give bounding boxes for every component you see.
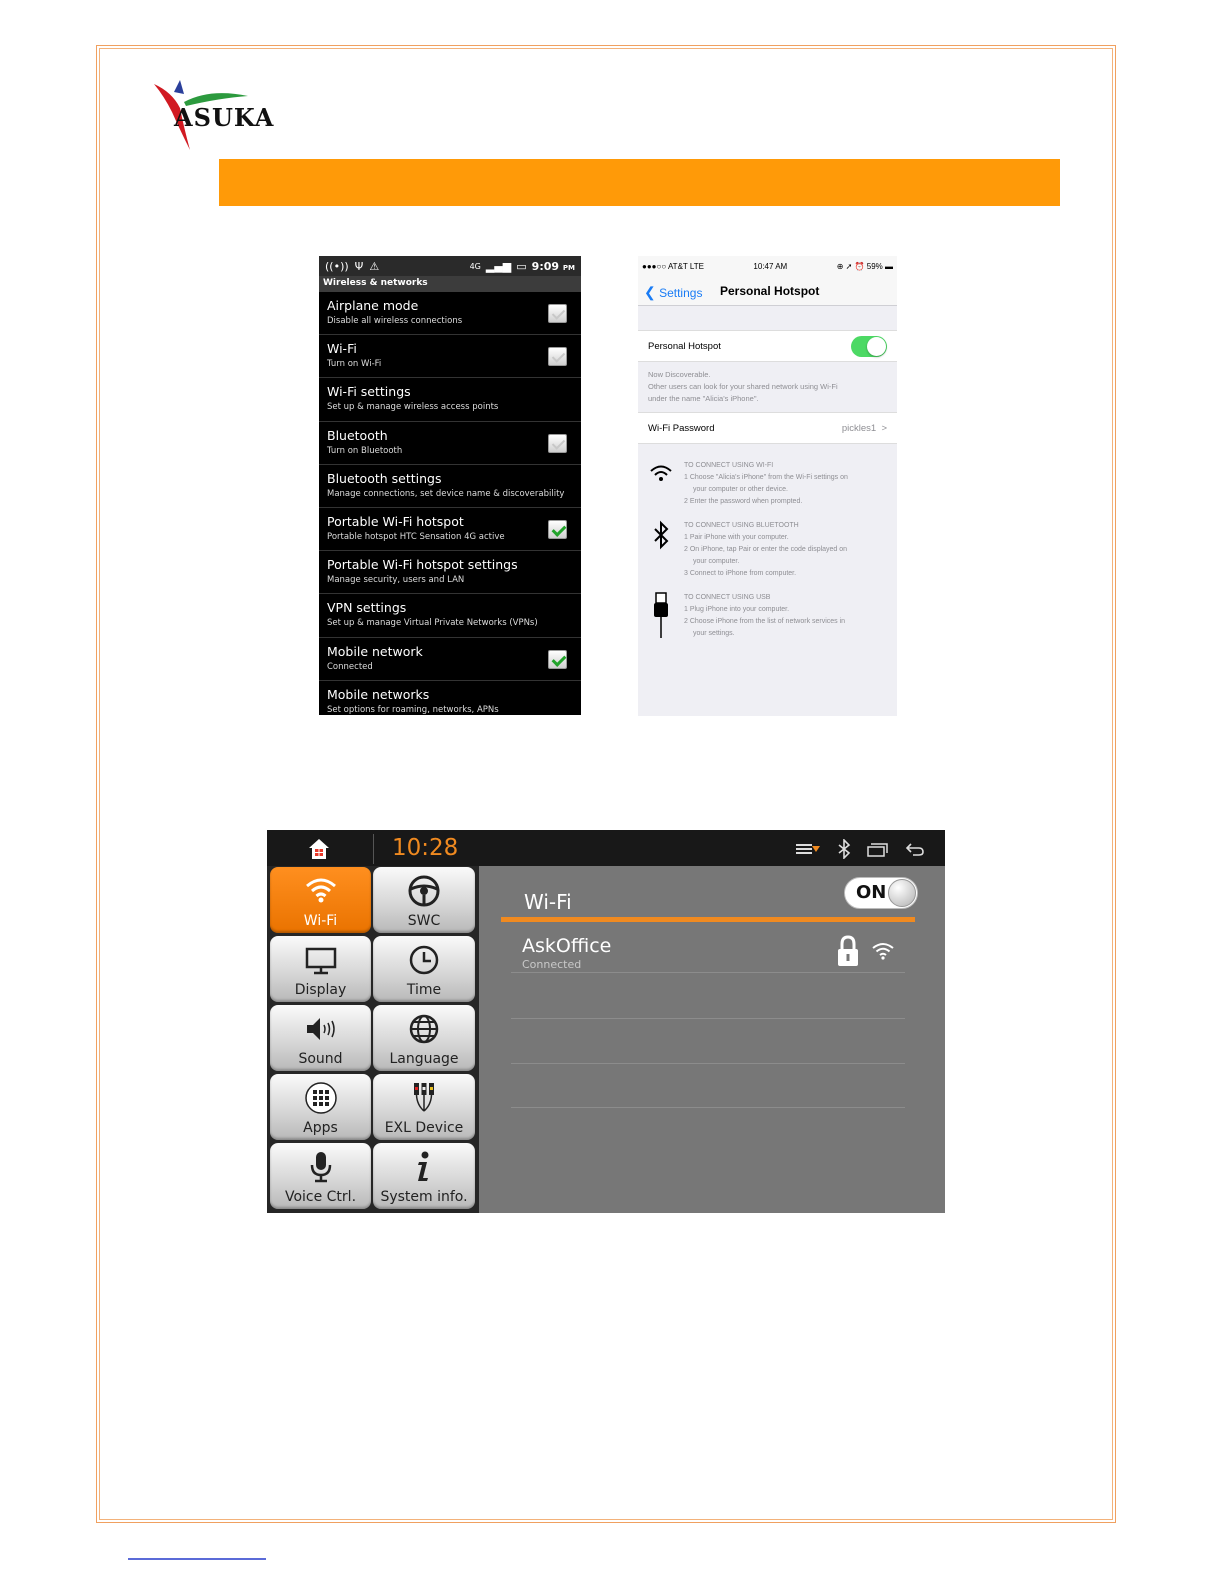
recent-windows-icon[interactable]: [867, 841, 889, 857]
android-setting-row[interactable]: [319, 378, 581, 421]
headunit-top-bar: [267, 830, 945, 866]
android-setting-row[interactable]: [319, 594, 581, 637]
usb-icon: Ψ: [354, 259, 364, 273]
section-banner: [219, 159, 1060, 206]
ios-status-bar: [638, 256, 897, 276]
android-setting-row[interactable]: [319, 335, 581, 378]
android-setting-row[interactable]: [319, 551, 581, 594]
back-arrow-icon[interactable]: [905, 841, 925, 857]
network-row-askoffice[interactable]: [511, 928, 905, 973]
network-status: Connected: [522, 958, 582, 971]
android-setting-row[interactable]: [319, 292, 581, 335]
setting-checkbox[interactable]: [548, 650, 567, 669]
setting-subtitle: Turn on Bluetooth: [327, 445, 403, 456]
personal-hotspot-toggle[interactable]: [851, 336, 887, 357]
wifi-icon: [648, 460, 674, 490]
list-divider: [511, 1018, 905, 1019]
setting-subtitle: Set options for roaming, networks, APNs: [327, 704, 499, 715]
setting-title: Mobile networks: [327, 686, 430, 702]
usb-cable-icon: [648, 592, 674, 638]
logo-text: ASUKA: [174, 103, 275, 132]
tile-system-info[interactable]: System info.: [373, 1143, 475, 1209]
wifi-signal-icon: [871, 941, 895, 961]
list-divider: [511, 1107, 905, 1108]
list-divider: [511, 1063, 905, 1064]
setting-title: Bluetooth settings: [327, 470, 442, 486]
tile-voice-ctrl[interactable]: Voice Ctrl.: [270, 1143, 371, 1209]
hotspot-icon: ((•)): [325, 259, 349, 273]
tile-exl-device[interactable]: EXL Device: [373, 1074, 475, 1140]
tile-wifi[interactable]: Wi-Fi: [270, 867, 371, 933]
tile-sound[interactable]: Sound: [270, 1005, 371, 1071]
wifi-password-value: pickles1 >: [841, 422, 887, 434]
signal-icon: ▂▄▆: [485, 259, 512, 273]
wifi-icon: [304, 874, 338, 908]
wifi-password-label: Wi-Fi Password: [648, 422, 715, 434]
wifi-settings-panel: [479, 866, 945, 1213]
settings-category-grid: [267, 866, 479, 1213]
android-settings-list: [319, 292, 581, 715]
android-setting-row[interactable]: [319, 681, 581, 715]
setting-checkbox[interactable]: [548, 434, 567, 453]
setting-subtitle: Manage security, users and LAN: [327, 575, 465, 586]
android-setting-row[interactable]: [319, 638, 581, 681]
chevron-right-icon: >: [881, 422, 887, 434]
usb-connect-instructions: TO CONNECT USING USB 1 Plug iPhone into your computer. 2 Choose iPhone from the list of network services in your settings.: [638, 592, 897, 640]
wifi-password-cell[interactable]: [638, 412, 897, 444]
setting-title: Wi-Fi settings: [327, 384, 411, 400]
ios-time: 10:47 AM: [753, 261, 788, 271]
setting-title: VPN settings: [327, 600, 407, 616]
ios-carrier: ●●●○○ AT&T LTE: [642, 261, 704, 271]
setting-title: Bluetooth: [327, 427, 388, 443]
setting-title: Airplane mode: [327, 298, 419, 313]
ios-nav-bar: [638, 276, 897, 306]
personal-hotspot-label: Personal Hotspot: [648, 340, 721, 352]
tile-display[interactable]: Display: [270, 936, 371, 1002]
setting-subtitle: Manage connections, set device name & discoverability: [327, 488, 565, 499]
tile-apps[interactable]: Apps: [270, 1074, 371, 1140]
asuka-logo: [150, 78, 310, 153]
chevron-left-icon: ❮: [644, 284, 656, 300]
android-wireless-settings-screenshot: [319, 256, 581, 715]
setting-title: Portable Wi-Fi hotspot: [327, 513, 464, 529]
personal-hotspot-cell: [638, 330, 897, 362]
setting-checkbox[interactable]: [548, 520, 567, 539]
android-setting-row[interactable]: [319, 465, 581, 508]
footer-link-underline: [128, 1558, 266, 1560]
wifi-toggle[interactable]: [844, 877, 918, 909]
headunit-wifi-settings-screenshot: [267, 830, 945, 1213]
back-button[interactable]: ❮ Settings: [644, 284, 703, 300]
globe-icon: [407, 1012, 441, 1046]
page-frame: [96, 45, 1116, 1523]
rca-cable-icon: [407, 1081, 441, 1115]
android-time: 9:09 PM: [531, 259, 575, 273]
title-underline: [501, 917, 915, 922]
lock-icon: [836, 935, 860, 967]
bluetooth-icon: [648, 520, 674, 550]
android-setting-row[interactable]: [319, 508, 581, 551]
setting-subtitle: Set up & manage Virtual Private Networks (VPNs): [327, 618, 538, 629]
home-icon[interactable]: [308, 838, 330, 860]
wifi-title: Wi-Fi: [524, 890, 572, 914]
bluetooth-icon[interactable]: [837, 839, 851, 859]
discoverable-note: Now Discoverable. Other users can look for your shared network using Wi-Fi under the name "Alicia's iPhone".: [648, 370, 838, 403]
tile-time[interactable]: Time: [373, 936, 475, 1002]
network-name: AskOffice: [522, 935, 612, 957]
wifi-toggle-label: ON: [856, 882, 887, 903]
speaker-icon: [304, 1012, 338, 1046]
headunit-clock: 10:28: [392, 835, 459, 861]
apps-grid-icon: [304, 1081, 338, 1115]
wifi-connect-instructions: TO CONNECT USING WI-FI 1 Choose "Alicia's iPhone" from the Wi-Fi settings on your computer or other device. 2 Enter the password when prompted.: [638, 460, 897, 508]
setting-title: Mobile network: [327, 643, 423, 659]
setting-subtitle: Connected: [327, 661, 373, 672]
setting-subtitle: Turn on Wi-Fi: [327, 359, 382, 370]
toggle-knob: [888, 879, 916, 907]
ios-personal-hotspot-screenshot: [638, 256, 897, 716]
android-setting-row[interactable]: [319, 422, 581, 465]
bluetooth-connect-instructions: TO CONNECT USING BLUETOOTH 1 Pair iPhone with your computer. 2 On iPhone, tap Pair or enter the code displayed on your computer. 3 Connect to iPhone from computer.: [638, 520, 897, 580]
setting-title: Wi-Fi: [327, 341, 357, 357]
section-header: Wireless & networks: [319, 276, 581, 292]
setting-subtitle: Set up & manage wireless access points: [327, 402, 499, 413]
setting-checkbox[interactable]: [548, 347, 567, 366]
battery-icon: ▭: [516, 259, 527, 273]
warning-icon: ⚠: [369, 259, 380, 273]
nav-title: Personal Hotspot: [720, 284, 820, 298]
clock-icon: [407, 943, 441, 977]
setting-checkbox[interactable]: [548, 304, 567, 323]
setting-subtitle: Disable all wireless connections: [327, 316, 463, 326]
network-type-label: 4G: [469, 261, 481, 271]
tile-language[interactable]: Language: [373, 1005, 475, 1071]
info-icon: [407, 1150, 441, 1184]
setting-subtitle: Portable hotspot HTC Sensation 4G active: [327, 531, 505, 542]
monitor-icon: [304, 943, 338, 977]
microphone-icon: [304, 1150, 338, 1184]
steering-wheel-icon: [407, 874, 441, 908]
ios-battery: ⊕ ➚ ⏰ 59% ▬: [836, 261, 893, 271]
android-status-bar: [319, 256, 581, 276]
setting-title: Portable Wi-Fi hotspot settings: [327, 557, 518, 573]
tile-swc[interactable]: SWC: [373, 867, 475, 933]
media-menu-icon[interactable]: [795, 841, 821, 857]
